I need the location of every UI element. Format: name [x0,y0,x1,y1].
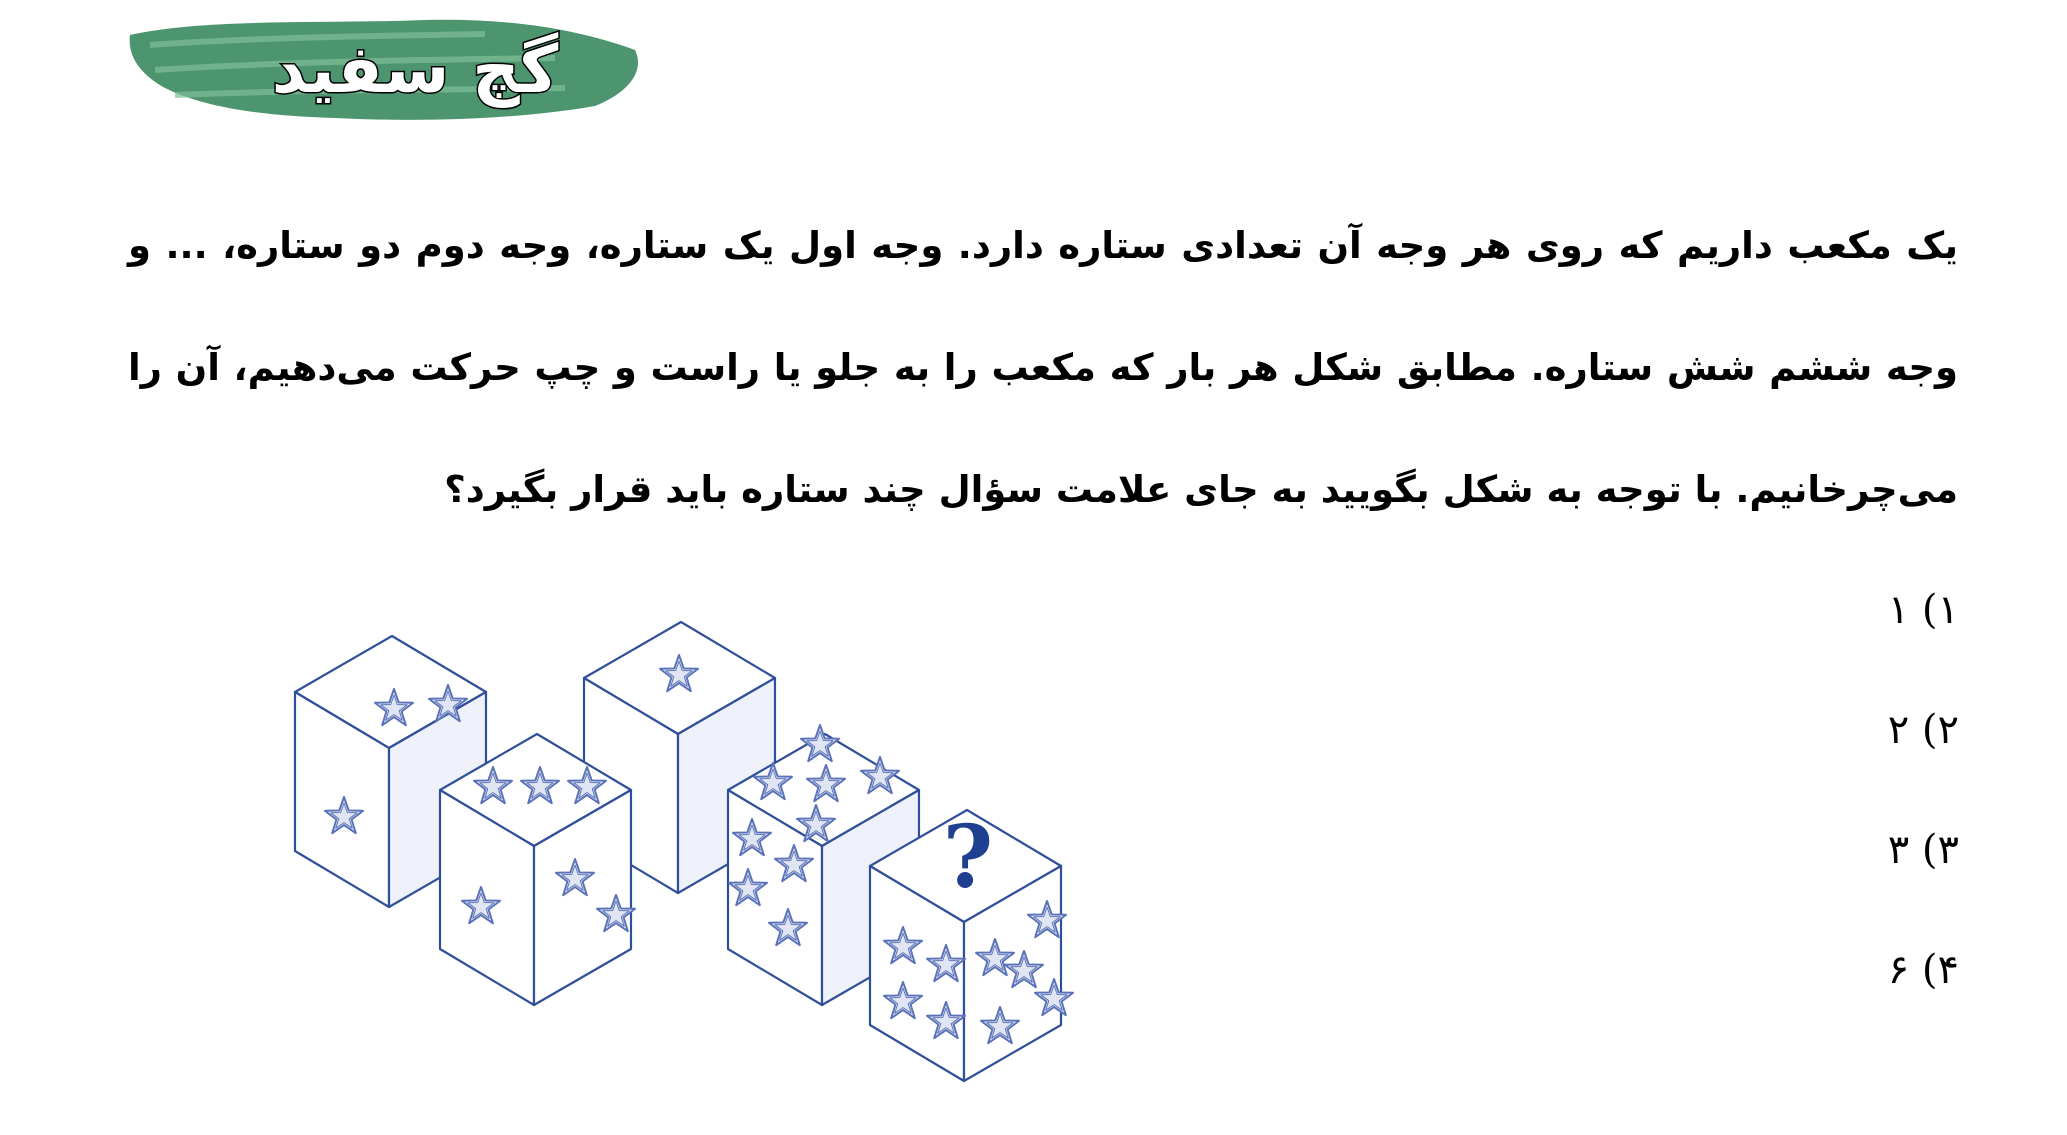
option-label: ۴) [1921,947,1959,993]
logo [125,10,645,140]
option-value: ۱ [1887,587,1910,633]
option-label: ۱) [1921,587,1959,633]
option-1[interactable] [1888,580,1959,700]
option-4[interactable] [1888,940,1959,1060]
question-mark: ? [942,807,994,908]
cube-3 [440,734,635,1005]
option-label: ۳) [1921,827,1959,873]
option-value: ۶ [1887,947,1910,993]
option-value: ۳ [1887,827,1910,873]
logo-text: گچ سفید [271,31,559,108]
option-3[interactable] [1888,820,1959,940]
option-value: ۲ [1887,707,1910,753]
cubes-figure [290,575,1140,1135]
answer-options [1888,580,1959,1060]
option-label: ۲) [1921,707,1959,753]
option-2[interactable] [1888,700,1959,820]
question-text: یک مکعب داریم که روی هر وجه آن تعدادی ستاره دارد. وجه اول یک ستاره، وجه دوم دو ستاره، ... و وجه ششم شش ستاره. مطابق شکل هر بار که مکعب را به جلو یا راست و چپ حرکت می‌دهیم، آن را می‌چرخانیم. با توجه به شکل بگویید به جای علامت سؤال چند ستاره باید قرار بگیرد؟ [128,224,1958,511]
